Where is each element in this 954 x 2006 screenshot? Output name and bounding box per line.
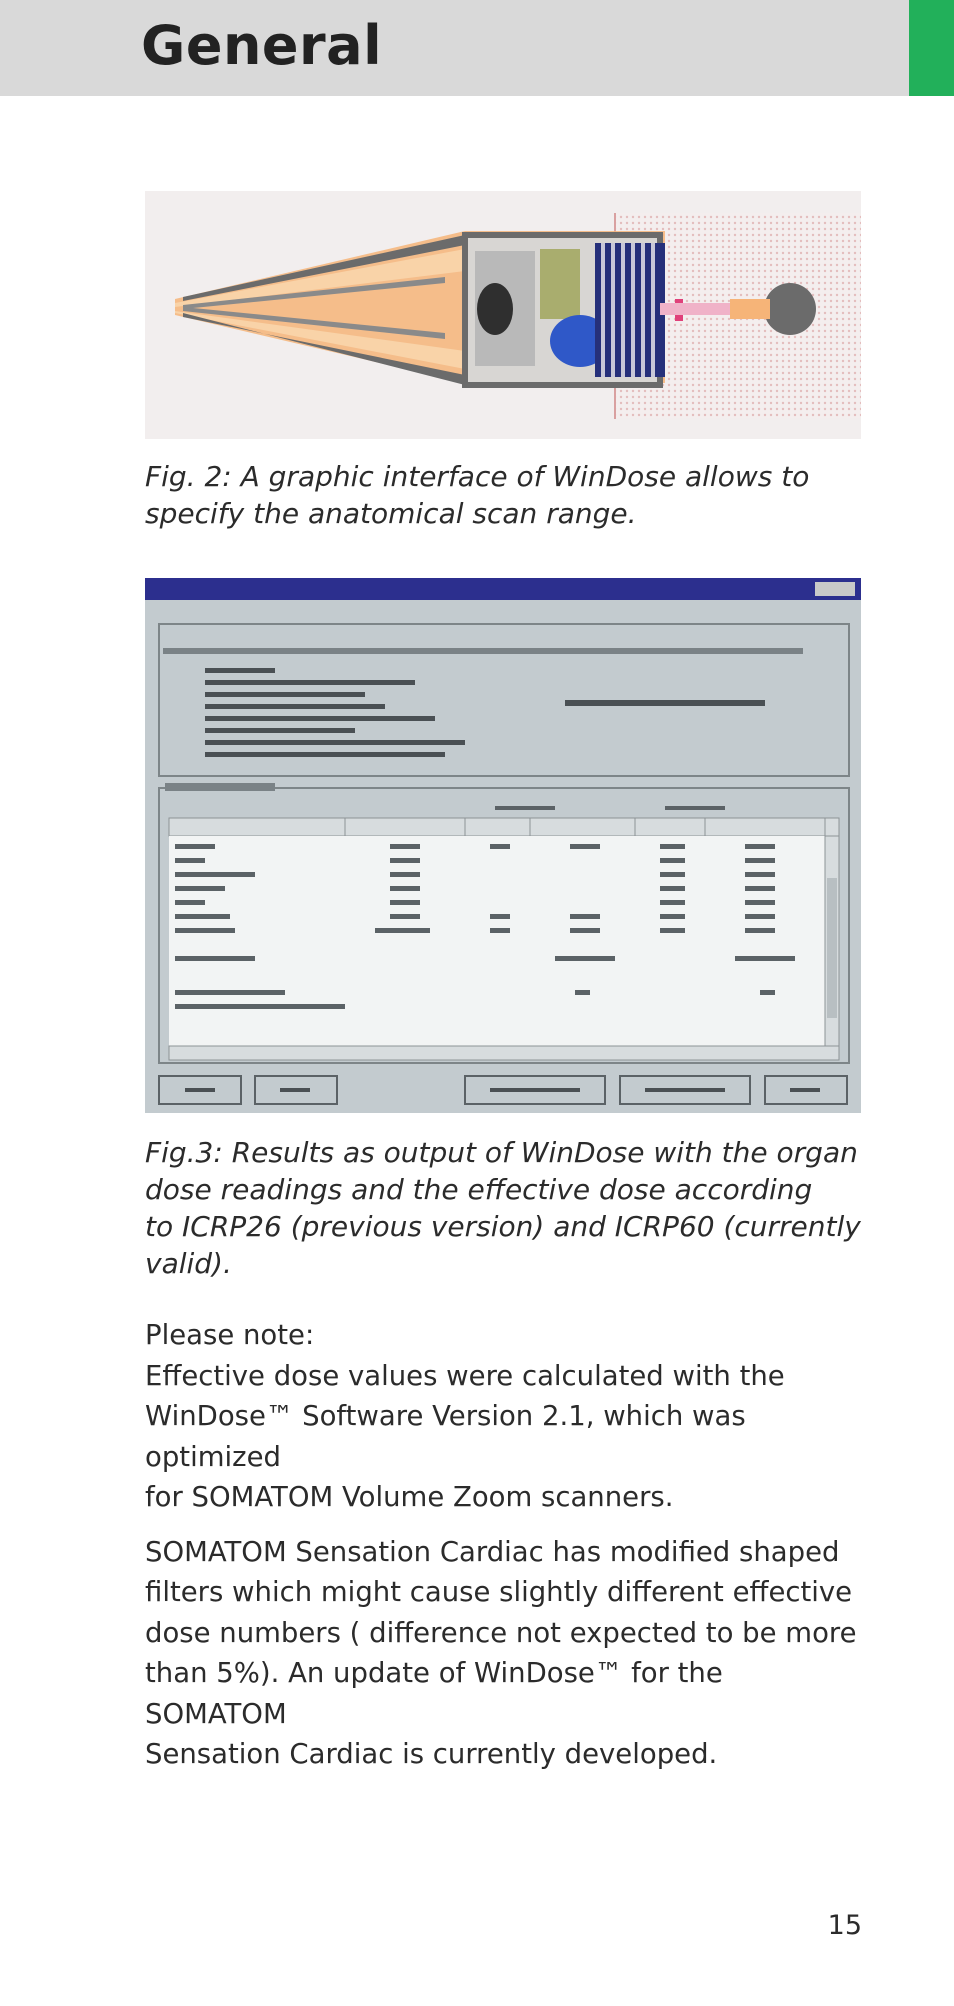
results-window-screenshot xyxy=(145,578,861,1113)
section-title: General xyxy=(141,14,383,77)
figure-windose-results-window xyxy=(145,578,861,1113)
scan-range-illustration xyxy=(145,191,861,439)
caption-line: dose readings and the effective dose according xyxy=(145,1173,813,1206)
caption-line: Fig. 2: A graphic interface of WinDose allows to xyxy=(145,460,810,493)
caption-line: to ICRP26 (previous version) and ICRP60 (currently xyxy=(145,1210,861,1243)
figure-caption xyxy=(145,458,865,532)
note-paragraph-line: filters which might cause slightly different effective xyxy=(145,1576,853,1608)
caption-line: Fig.3: Results as output of WinDose with the organ xyxy=(145,1136,858,1169)
header-accent-bar xyxy=(909,0,954,96)
note-paragraph-line: dose numbers ( difference not expected to be more xyxy=(145,1616,857,1649)
note-paragraph-line: WinDose™ Software Version 2.1, which was optimized xyxy=(145,1400,746,1473)
caption-line: valid). xyxy=(145,1247,232,1280)
note-heading: Please note: xyxy=(145,1319,315,1351)
figure-caption xyxy=(145,1134,865,1282)
note-paragraph-line: for SOMATOM Volume Zoom scanners. xyxy=(145,1481,674,1513)
page-number: 15 xyxy=(827,1910,862,1941)
caption-line: specify the anatomical scan range. xyxy=(145,497,637,530)
note-paragraph-line: than 5%). An update of WinDose™ for the SOMATOM xyxy=(145,1657,723,1730)
note-paragraph-line: Effective dose values were calculated with the xyxy=(145,1359,785,1392)
note-paragraph-line: SOMATOM Sensation Cardiac has modified shaped xyxy=(145,1535,840,1568)
page-header xyxy=(0,0,954,96)
detector-array xyxy=(595,243,665,377)
note-paragraph-line: Sensation Cardiac is currently developed. xyxy=(145,1738,718,1770)
figure-anatomical-scan-range xyxy=(145,191,861,439)
note-section xyxy=(145,1315,865,1775)
